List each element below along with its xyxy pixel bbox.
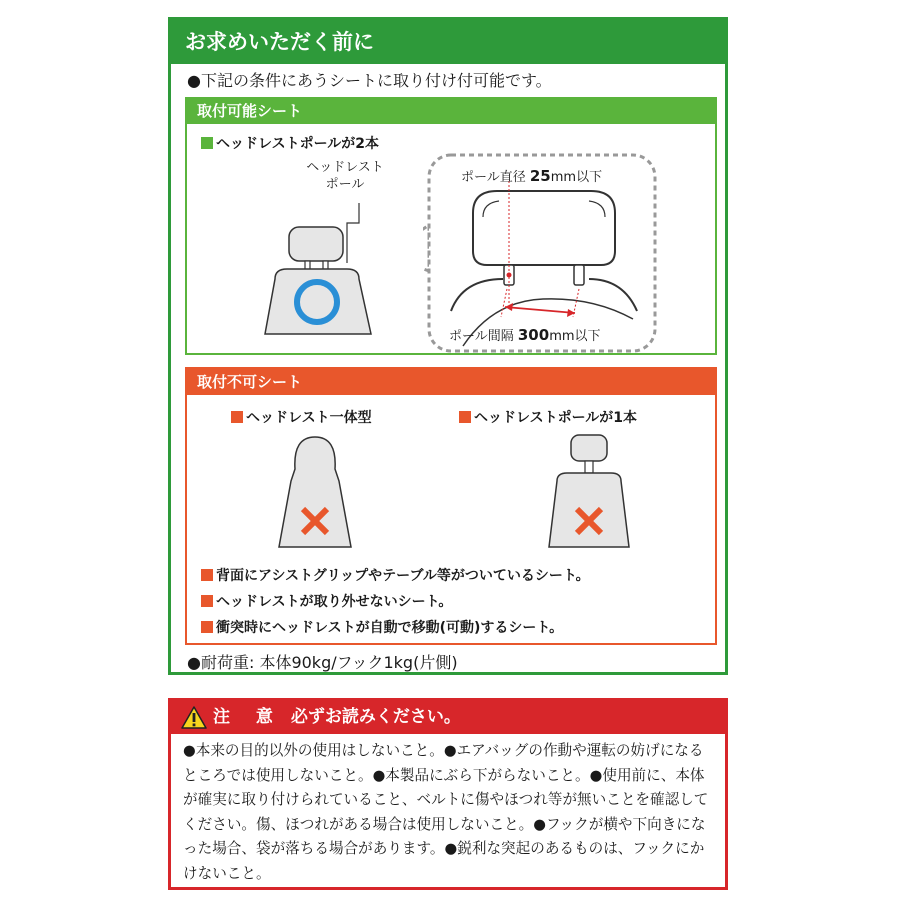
incompatible-note: [201, 565, 590, 585]
pole-diameter-value: 25: [529, 167, 551, 185]
incompatible-case-single-pole: [459, 407, 637, 427]
bullet-square-icon: [459, 411, 471, 423]
caution-panel: [168, 698, 728, 890]
compatible-condition-text: ヘッドレストポールが2本: [216, 136, 380, 152]
bullet-square-icon: [231, 411, 243, 423]
caution-subtitle: 必ずお読みください。: [290, 707, 461, 727]
warning-icon: [181, 706, 207, 729]
seat-integrated-illustration: [265, 429, 365, 549]
panel-title: お求めいただく前に: [171, 20, 725, 64]
pre-purchase-panel: [168, 17, 728, 675]
compatible-condition: [201, 133, 379, 153]
seat-ok-illustration: [247, 179, 377, 339]
incompatible-note-text: ヘッドレストが取り外せないシート。: [216, 594, 453, 610]
bullet-square-icon: [201, 595, 213, 607]
pole-spacing-prefix: ポール間隔: [449, 329, 518, 344]
incompatible-case1-text: ヘッドレスト一体型: [246, 410, 372, 426]
incompatible-seat-title: 取付不可シート: [187, 369, 715, 395]
pole-spacing-suffix: mm以下: [549, 329, 601, 344]
pole-spacing-label: [449, 325, 601, 344]
incompatible-case2-text: ヘッドレストポールが1本: [474, 410, 638, 426]
bullet-square-icon: [201, 137, 213, 149]
pole-diameter-label: [461, 166, 602, 185]
caution-header: [171, 701, 725, 734]
incompatible-case-integrated: [231, 407, 372, 427]
caution-text: ●本来の目的以外の使用はしないこと。●エアバッグの作動や運転の妨げになるところでは使用しないこと。●本製品にぶら下がらないこと。●使用前に、本体が確実に取り付けられていること、ベルトに傷やほつれ等が無いことを確認してください。傷、ほつれがある場合は使用しないこと。●フックが横や下向きになった場合、袋が落ちる場合があります。●鋭利な突起のあるものは、フックにかけないこと。: [183, 742, 709, 882]
incompatible-note: [201, 617, 563, 637]
headrest-pole-label-line2: ポール: [325, 177, 365, 192]
pole-spacing-value: 300: [517, 326, 550, 344]
incompatible-note: [201, 591, 452, 611]
bullet-square-icon: [201, 621, 213, 633]
incompatible-note-text: 背面にアシストグリップやテーブル等がついているシート。: [216, 568, 590, 584]
incompatible-note-text: 衝突時にヘッドレストが自動で移動(可動)するシート。: [216, 620, 564, 636]
bullet-square-icon: [201, 569, 213, 581]
compatible-seat-box: [185, 97, 717, 355]
intro-text: ●下記の条件にあうシートに取り付け付可能です。: [187, 71, 552, 90]
incompatible-seat-box: [185, 367, 717, 645]
caution-title: 注 意: [213, 707, 283, 727]
load-capacity-text: ●耐荷重: 本体90kg/フック1kg(片側): [187, 653, 458, 672]
seat-single-pole-illustration: [539, 429, 639, 549]
pole-diameter-prefix: ポール直径: [461, 170, 530, 185]
headrest-pole-label-line1: ヘッドレスト: [306, 160, 384, 175]
compatible-seat-title: 取付可能シート: [187, 99, 715, 124]
pole-diameter-suffix: mm以下: [550, 170, 603, 185]
